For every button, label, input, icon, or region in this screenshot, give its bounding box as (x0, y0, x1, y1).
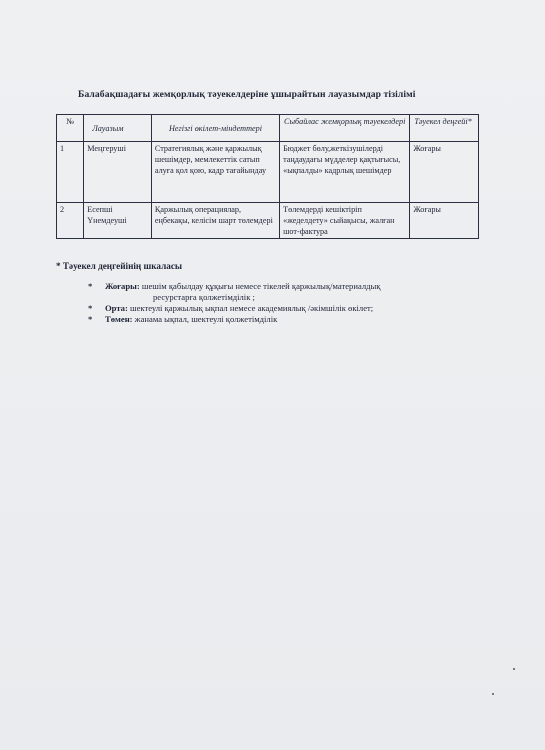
table-header-row (57, 115, 479, 142)
row-risk-level: Жоғары (410, 142, 479, 203)
risk-scale-list (88, 281, 468, 325)
row-position: Меңгеруші (84, 142, 152, 203)
risk-level-description: шектеулі қаржылық ықпал немесе академиялық /әкімшілік өкілет; (127, 303, 374, 313)
header-duties: Негізгі өкілет-міндеттері (151, 115, 279, 142)
row-duties: Стратегиялық және қаржылық шешімдер, мемлекеттік сатып алуға қол қою, кадр тағайындау (151, 142, 279, 203)
row-duties: Қаржылық операциялар, еңбекақы, келісім шарт төлемдері (151, 203, 279, 239)
bullet-asterisk: * (88, 303, 93, 313)
risk-scale-title: * Тәуекел деңгейінің шкаласы (56, 261, 183, 271)
risk-level-description: шешім қабылдау құқығы немесе тікелей қаржылық/материалдық (139, 281, 381, 291)
row-risks: Бюджет бөлу,жеткізушілерді таңдаудағы мүдделер қақтығысы, «ықпалды» кадрлық шешімдер (280, 142, 410, 203)
risk-scale-item-low (88, 314, 468, 325)
table-row (57, 203, 479, 239)
row-risk-level: Жоғары (410, 203, 479, 239)
row-num: 2 (57, 203, 84, 239)
positions-table (56, 114, 479, 239)
document-title: Балабақшадағы жемқорлық тәуекелдеріне ұшырайтын лауазымдар тізілімі (78, 89, 416, 100)
risk-level-description: жанама ықпал, шектеулі қолжетімділік (132, 314, 278, 324)
risk-level-key: Төмен: (105, 314, 133, 324)
bullet-asterisk: * (88, 281, 93, 291)
header-risks: Сыбайлас жемқорлық тәуекелдері (280, 115, 410, 142)
row-position: Есепші Үнемдеуші (84, 203, 152, 239)
table-row (57, 142, 479, 203)
header-position: Лауазым (84, 115, 152, 142)
risk-level-key: Орта: (105, 303, 128, 313)
row-risks: Төлемдерді кешіктіріп «жеделдету» сыйақысы, жалған шот-фактура (280, 203, 410, 239)
header-risk-level: Тәуекел деңгейі* (410, 115, 479, 142)
risk-scale-item-medium (88, 303, 468, 314)
scan-speck (492, 693, 494, 695)
row-num: 1 (57, 142, 84, 203)
bullet-asterisk: * (88, 314, 93, 324)
risk-level-key: Жоғары: (105, 281, 140, 291)
risk-level-description-continued: ресурстарға қолжетімділік ; (153, 292, 255, 302)
risk-scale-item-high (88, 281, 468, 303)
scan-speck (513, 668, 515, 670)
header-num: № (57, 115, 84, 142)
